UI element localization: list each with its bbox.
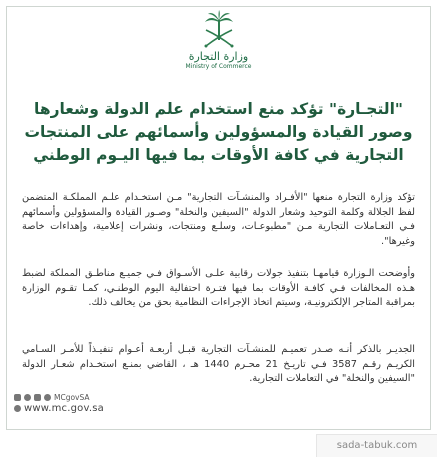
paragraph-1: تؤكد وزارة التجارة منعها "الأفـراد والمنشـآت التجارية" مـن استخـدام علـم المملكـة المتضمن لفظ الجلالة وكلمة التوحيد وشعار الدولة "السيفين والنخلة" وصـور القيادة والمسؤولين وأسمائهم فـي التعـاملات التجارية مـن "مطبوعـات، وسلـع ومنتجات، ونشرات إعلامية، وإهداءات خاصة وغيرها". [22,192,415,247]
website-row [14,403,144,414]
paragraph-2: وأوضحت الـوزارة قيامهـا بتنفيذ جولات رقابية علـى الأسـواق فـي جميـع مناطـق المملكة لضبط هـذه المخالفات فـي كافـة الأوقات بما فيها فتـرة احتفالية اليوم الوطنـي، كمـا تقـوم الوزارة بمراقبة المتاجر الإلكترونيـة، وسيتم اتخاذ الإجراءات النظامية بحق من يخالف ذلك. [22,268,415,309]
ministry-header [0,10,437,71]
youtube-icon[interactable] [34,394,41,401]
social-footer [14,392,144,414]
paragraph-3: الجديـر بالذكر أنـه صـدر تعميـم للمنشـآت التجارية قبـل أربعـة أعـوام تنفيـذاً للأمـر السـامي الكريـم رقـم 3587 فـي تاريـخ 21 محـرم 1440 هـ ، القاضي بمنـع استخـدام شعـار الدولة "السيفين والنخلة" في التعاملات التجارية. [22,344,415,385]
ministry-name-english: Ministry of Commerce [185,63,252,70]
website-url[interactable]: www.mc.gov.sa [24,403,104,414]
social-handle-row [14,392,144,403]
twitter-icon[interactable] [14,394,21,401]
social-handle: MCgovSA [54,393,90,402]
ministry-name-arabic: وزارة التجارة [188,50,249,63]
snapchat-icon[interactable] [44,394,51,401]
site-watermark: sada-tabuk.com [316,434,437,457]
article-headline: "التجـارة" تؤكد منع استخدام علم الدولة وشعارها وصور القيادة والمسؤولين وأسمائهم على المنتجات التجارية في كافة الأوقات بما فيها اليـوم الوطني [24,100,413,164]
globe-icon [14,405,21,412]
saudi-emblem-icon [202,10,236,50]
instagram-icon[interactable] [24,394,31,401]
